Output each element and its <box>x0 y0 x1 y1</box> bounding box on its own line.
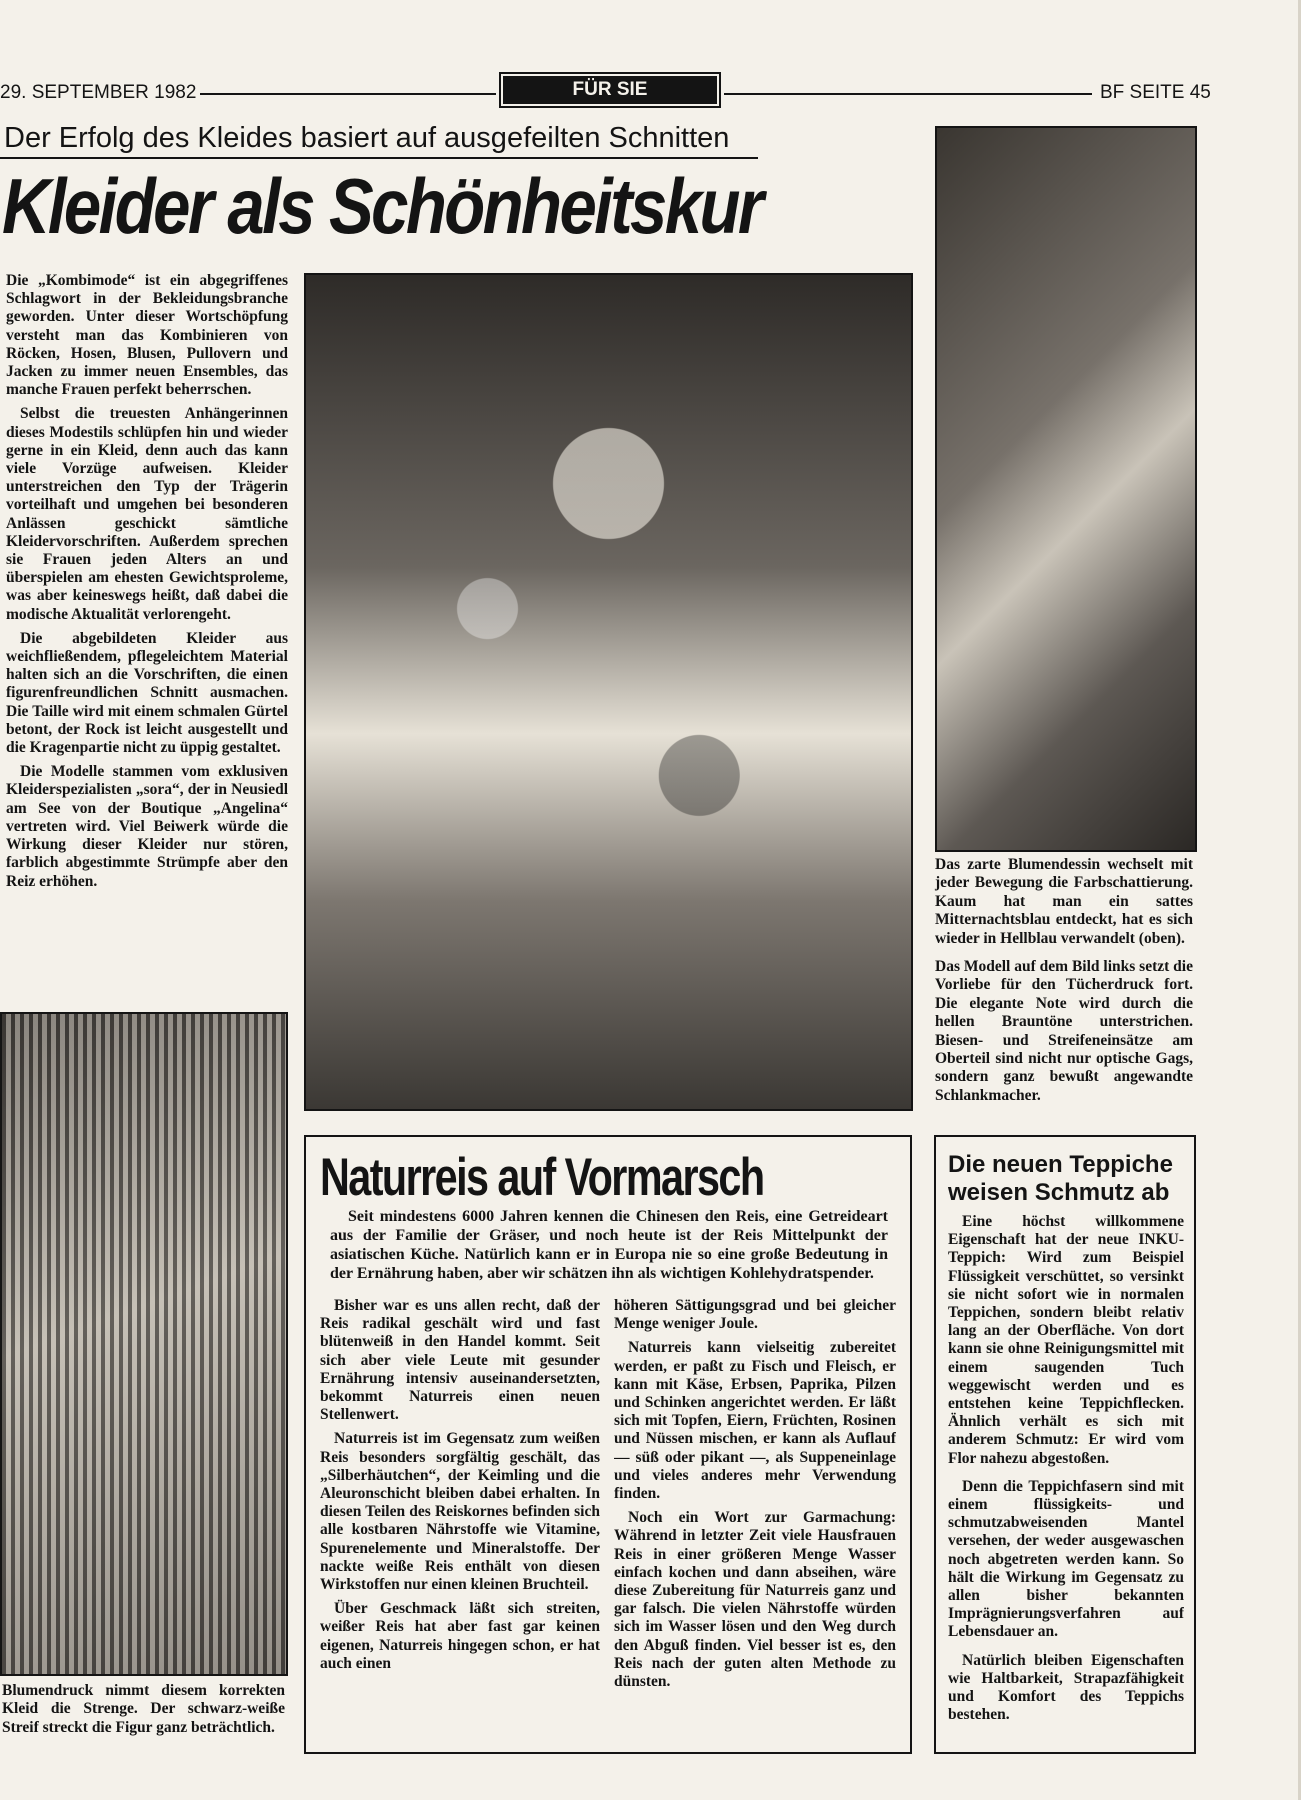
photo-center-model <box>304 273 913 1111</box>
naturreis-column-2 <box>614 1297 896 1742</box>
header-rule-right <box>724 93 1092 95</box>
teppich-paragraph: Denn die Teppichfasern sind mit einem flüssigkeits- und schmutzabweisenden Mantel versehen, der weder ausgewaschen noch abgetreten werden kann. So hält die Wirkung im Gegensatz zu allen bisher bekannten Imprägnierungsverfahren auf Lebensdauer an. <box>948 1477 1184 1641</box>
caption-left: Blumendruck nimmt diesem korrekten Kleid die Strenge. Der schwarz-weiße Streif streckt die Figur ganz beträchtlich. <box>2 1682 285 1736</box>
teppich-title: Die neuen Teppiche weisen Schmutz ab <box>948 1151 1173 1206</box>
naturreis-lead: Seit mindestens 6000 Jahren kennen die Chinesen den Reis, eine Getreideart aus der Familie der Gräser, und noch heute ist der Reis Mittelpunkt der asiatischen Küche. Natürlich kann er in Europa nie so eine große Bedeutung in der Ernährung haben, aber wir schätzen ihn als wichtigen Kohlehydratspender. <box>330 1208 888 1282</box>
issue-date: 29. SEPTEMBER 1982 <box>0 82 197 103</box>
main-paragraph: Die Modelle stammen vom exklusiven Kleiderspezialisten „sora“, der in Neusiedl am See von der Boutique „Angelina“ vertreten wird. Viel Beiwerk würde die Wirkung dieser Kleider nur stören, farblich abgestimmte Strümpfe aber den Reiz erhöhen. <box>6 763 288 890</box>
photo-right-model <box>935 126 1197 852</box>
teppich-article <box>948 1213 1184 1743</box>
kicker: Der Erfolg des Kleides basiert auf ausgefeilten Schnitten <box>4 122 730 154</box>
photo-left-model <box>0 1012 288 1676</box>
naturreis-paragraph: Noch ein Wort zur Garmachung: Während in letzter Zeit viele Hausfrauen Reis in einer größeren Menge Wasser einfach kochen und dann abseihen, wäre diese Zubereitung für Naturreis ganz und gar falsch. Die vielen Nährstoffe würden sich im Wasser lösen und den Weg durch den Abguß finden. Viel besser ist es, den Reis nach der guten alten Methode zu dünsten. <box>614 1509 896 1691</box>
naturreis-paragraph: höheren Sättigungsgrad und bei gleicher Menge weniger Joule. <box>614 1297 896 1333</box>
naturreis-column-1 <box>320 1297 600 1742</box>
naturreis-title: Naturreis auf Vormarsch <box>320 1148 764 1207</box>
teppich-box <box>934 1135 1196 1754</box>
page-number: BF SEITE 45 <box>1100 82 1211 103</box>
caption-right-bottom: Das Modell auf dem Bild links setzt die Vorliebe für den Tücherdruck fort. Die elegante Note wird durch die hellen Brauntöne unterstrichen. Biesen- und Streifeneinsätze am Oberteil sind nicht nur optische Gags, sondern ganz bewußt angewandte Schlankmacher. <box>935 958 1193 1104</box>
teppich-paragraph: Eine höchst willkommene Eigenschaft hat der neue INKU-Teppich: Wird zum Beispiel Flüssigkeit verschüttet, so versinkt sie nicht sofort wie in normalen Teppichen, sondern bleibt relativ lang an der Oberfläche. Von dort kann sie ohne Reinigungsmittel mit einem saugenden Tuch weggewischt werden und es entstehen keine Teppichflecken. Ähnlich verhält es sich mit anderem Schmutz: Er wird vom Flor nahezu abgestoßen. <box>948 1213 1184 1467</box>
naturreis-paragraph: Naturreis kann vielseitig zubereitet werden, er paßt zu Fisch und Fleisch, er kann mit Käse, Erbsen, Paprika, Pilzen und Schinken angerichtet werden. Er läßt sich mit Topfen, Eiern, Früchten, Rosinen und Nüssen mischen, er kann als Auflauf — süß oder pikant —, als Suppeneinlage und vieles anderes mehr Verwendung finden. <box>614 1339 896 1503</box>
main-paragraph: Die abgebildeten Kleider aus weichfließendem, pflegeleichtem Material halten sich an die Vorschriften, die einen figurenfreundlichen Schnitt ausmachen. Die Taille wird mit einem schmalen Gürtel betont, der Rock ist leicht ausgestellt und die Kragenpartie nicht zu üppig gestaltet. <box>6 629 288 757</box>
headline: Kleider als Schönheitskur <box>2 162 762 250</box>
section-label: FÜR SIE <box>503 76 717 104</box>
kicker-rule <box>0 157 758 159</box>
teppich-paragraph: Natürlich bleiben Eigenschaften wie Haltbarkeit, Strapazfähigkeit und Komfort des Teppichs bestehen. <box>948 1651 1184 1724</box>
naturreis-paragraph: Bisher war es uns allen recht, daß der Reis radikal geschält wird und fast blütenweiß in den Handel kommt. Seit sich aber viele Leute mit gesunder Ernährung intensiv auseinandersetzten, bekommt Naturreis einen neuen Stellenwert. <box>320 1297 600 1424</box>
naturreis-box <box>304 1135 912 1754</box>
caption-right <box>935 856 1193 1105</box>
naturreis-paragraph: Naturreis ist im Gegensatz zum weißen Reis besonders sorgfältig geschält, das „Silberhäutchen“, der Keimling und die Aleuronschicht bleiben dabei erhalten. In diesen Teilen des Reiskornes befinden sich alle kostbaren Nährstoffe wie Vitamine, Spurenelemente und Mineralstoffe. Der nackte weiße Reis enthält von diesen Wirkstoffen nur einen kleinen Bruchteil. <box>320 1430 600 1594</box>
header-rule-left <box>200 93 496 95</box>
main-paragraph: Selbst die treuesten Anhängerinnen dieses Modestils schlüpfen hin und wieder gerne in ein Kleid, denn auch das kann viele Vorzüge aufweisen. Kleider unterstreichen den Typ der Trägerin vorteilhaft und umgehen bei besonderen Anlässen geschickt sämtliche Kleidervorschriften. Außerdem sprechen sie Frauen jeden Alters an und überspielen am ehesten Gewichtsproleme, was aber keineswegs heißt, daß dabei die modische Aktualität verlorengeht. <box>6 405 288 623</box>
main-article <box>6 272 288 1002</box>
main-paragraph: Die „Kombimode“ ist ein abgegriffenes Schlagwort in der Bekleidungsbranche geworden. Unter dieser Wortschöpfung versteht man das Kombinieren von Röcken, Hosen, Blusen, Pullovern und Jacken zu immer neuen Ensembles, das manche Frauen perfekt beherrschen. <box>6 272 288 399</box>
naturreis-paragraph: Über Geschmack läßt sich streiten, weißer Reis hat aber fast gar keinen eigenen, Naturreis hingegen schon, er hat auch einen <box>320 1600 600 1672</box>
caption-right-top: Das zarte Blumendessin wechselt mit jeder Bewegung die Farbschattierung. Kaum hat man ein sattes Mitternachtsblau entdeckt, hat es sich wieder in Hellblau verwandelt (oben). <box>935 856 1193 947</box>
